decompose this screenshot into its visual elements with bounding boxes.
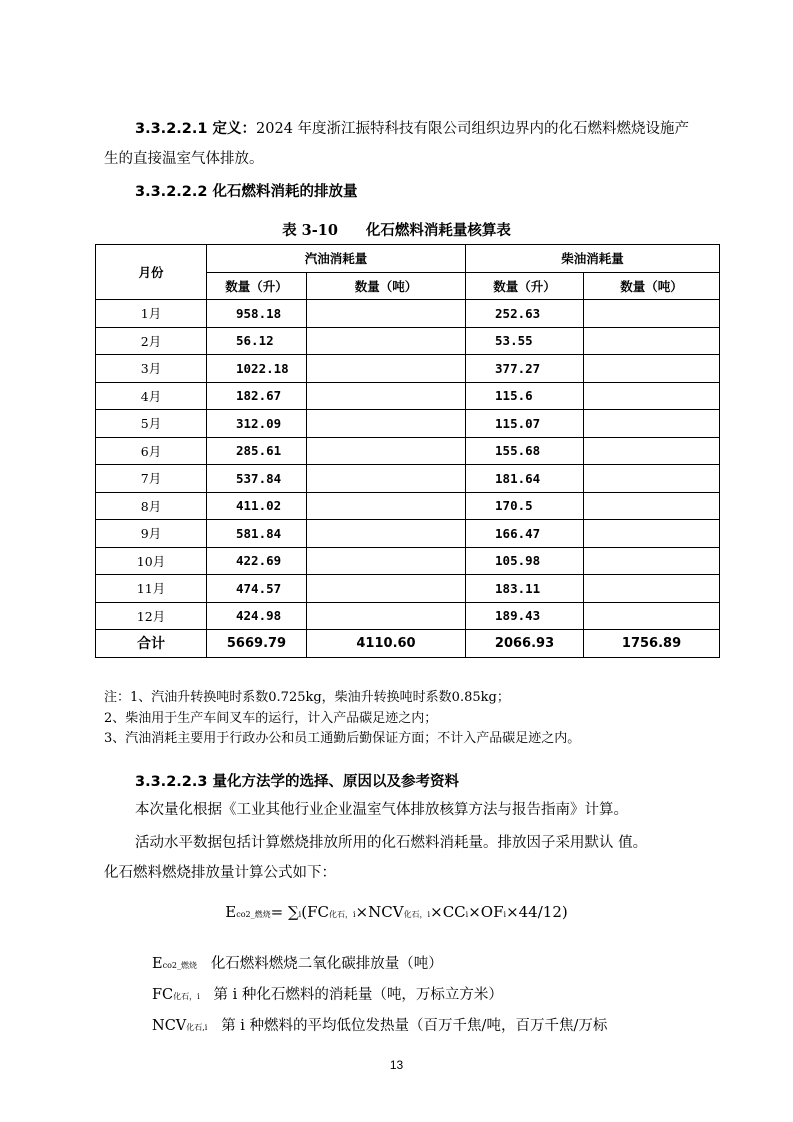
method-paragraph-1: 本次量化根据《工业其他行业企业温室气体排放核算方法与报告指南》计算。: [135, 802, 628, 818]
header-month: 月份: [96, 245, 207, 300]
definition-fc: FC化石，i 第 i 种化石燃料的消耗量（吨，万标立方米）: [152, 987, 503, 1003]
definition-ncv: NCV化石,i 第 i 种燃料的平均低位发热量（百万千焦/吨，百万千焦/万标: [152, 1018, 608, 1034]
table-caption-number: 表 3-10: [282, 222, 338, 239]
header-gasoline: 汽油消耗量: [207, 245, 466, 273]
total-label: 合计: [96, 630, 207, 658]
note-3: 3、汽油消耗主要用于行政办公和员工通勤后勤保证方面；不计入产品碳足迹之内。: [104, 731, 581, 746]
method-paragraph-2: [104, 828, 720, 888]
emission-formula: Eco2_燃烧= ∑i(FC化石，i×NCV化石，i×CCi×OFi×44/12): [225, 903, 568, 921]
table-caption-title: 化石燃料消耗量核算表: [365, 223, 511, 239]
section-heading-2: 3.3.2.2.2 化石燃料消耗的排放量: [135, 184, 358, 200]
table-row: 3月 1022.18 377.27: [96, 355, 720, 383]
header-diesel: 柴油消耗量: [466, 245, 720, 273]
note-1: 注：1、汽油升转换吨时系数0.725kg，柴油升转换吨时系数0.85kg；: [104, 690, 510, 705]
fuel-consumption-table: [95, 244, 720, 658]
table-row: 7月 537.84 181.64: [96, 465, 720, 493]
total-gasoline-tons: 4110.60: [307, 630, 466, 658]
table-row: 9月 581.84 166.47: [96, 520, 720, 548]
note-2: 2、柴油用于生产车间叉车的运行，计入产品碳足迹之内；: [104, 710, 438, 726]
table-row: 8月 411.02 170.5: [96, 492, 720, 520]
table-row: 10月 422.69 105.98: [96, 547, 720, 575]
method-line-1: 活动水平数据包括计算燃烧排放所用的化石燃料消耗量。排放因子采用默认 值。: [135, 835, 648, 851]
table-row: 11月 474.57 183.11: [96, 575, 720, 603]
table-row: 1月 958.18 252.63: [96, 300, 720, 328]
table-total-row: [96, 630, 720, 658]
total-diesel-liters: 2066.93: [466, 630, 584, 658]
header-gasoline-tons: 数量（吨）: [307, 272, 466, 300]
total-diesel-tons: 1756.89: [584, 630, 720, 658]
table-row: 5月 312.09 115.07: [96, 410, 720, 438]
page-number: 13: [389, 1058, 404, 1072]
table-caption: [0, 219, 793, 240]
table-row: 2月 56.12 53.55: [96, 327, 720, 355]
header-diesel-tons: 数量（吨）: [584, 272, 720, 300]
table-notes: [104, 688, 580, 750]
definition-line-1: 2024 年度浙江振特科技有限公司组织边界内的化石燃料燃烧设施产: [256, 121, 690, 137]
definition-line-2: 生的直接温室气体排放。: [104, 151, 264, 167]
table-row: 4月 182.67 115.6: [96, 382, 720, 410]
section-heading-3: 3.3.2.2.3 量化方法学的选择、原因以及参考资料: [135, 774, 460, 790]
table-row: 6月 285.61 155.68: [96, 437, 720, 465]
total-gasoline-liters: 5669.79: [207, 630, 307, 658]
table-row: 12月 424.98 189.43: [96, 602, 720, 630]
definition-paragraph: [104, 114, 720, 174]
header-diesel-liters: 数量（升）: [466, 272, 584, 300]
header-gasoline-liters: 数量（升）: [207, 272, 307, 300]
definition-label: 3.3.2.2.1 定义：: [135, 121, 257, 137]
definition-e: Eco2_燃烧 化石燃料燃烧二氧化碳排放量（吨）: [152, 956, 443, 972]
method-line-2: 化石燃料燃烧排放量计算公式如下：: [104, 865, 336, 881]
